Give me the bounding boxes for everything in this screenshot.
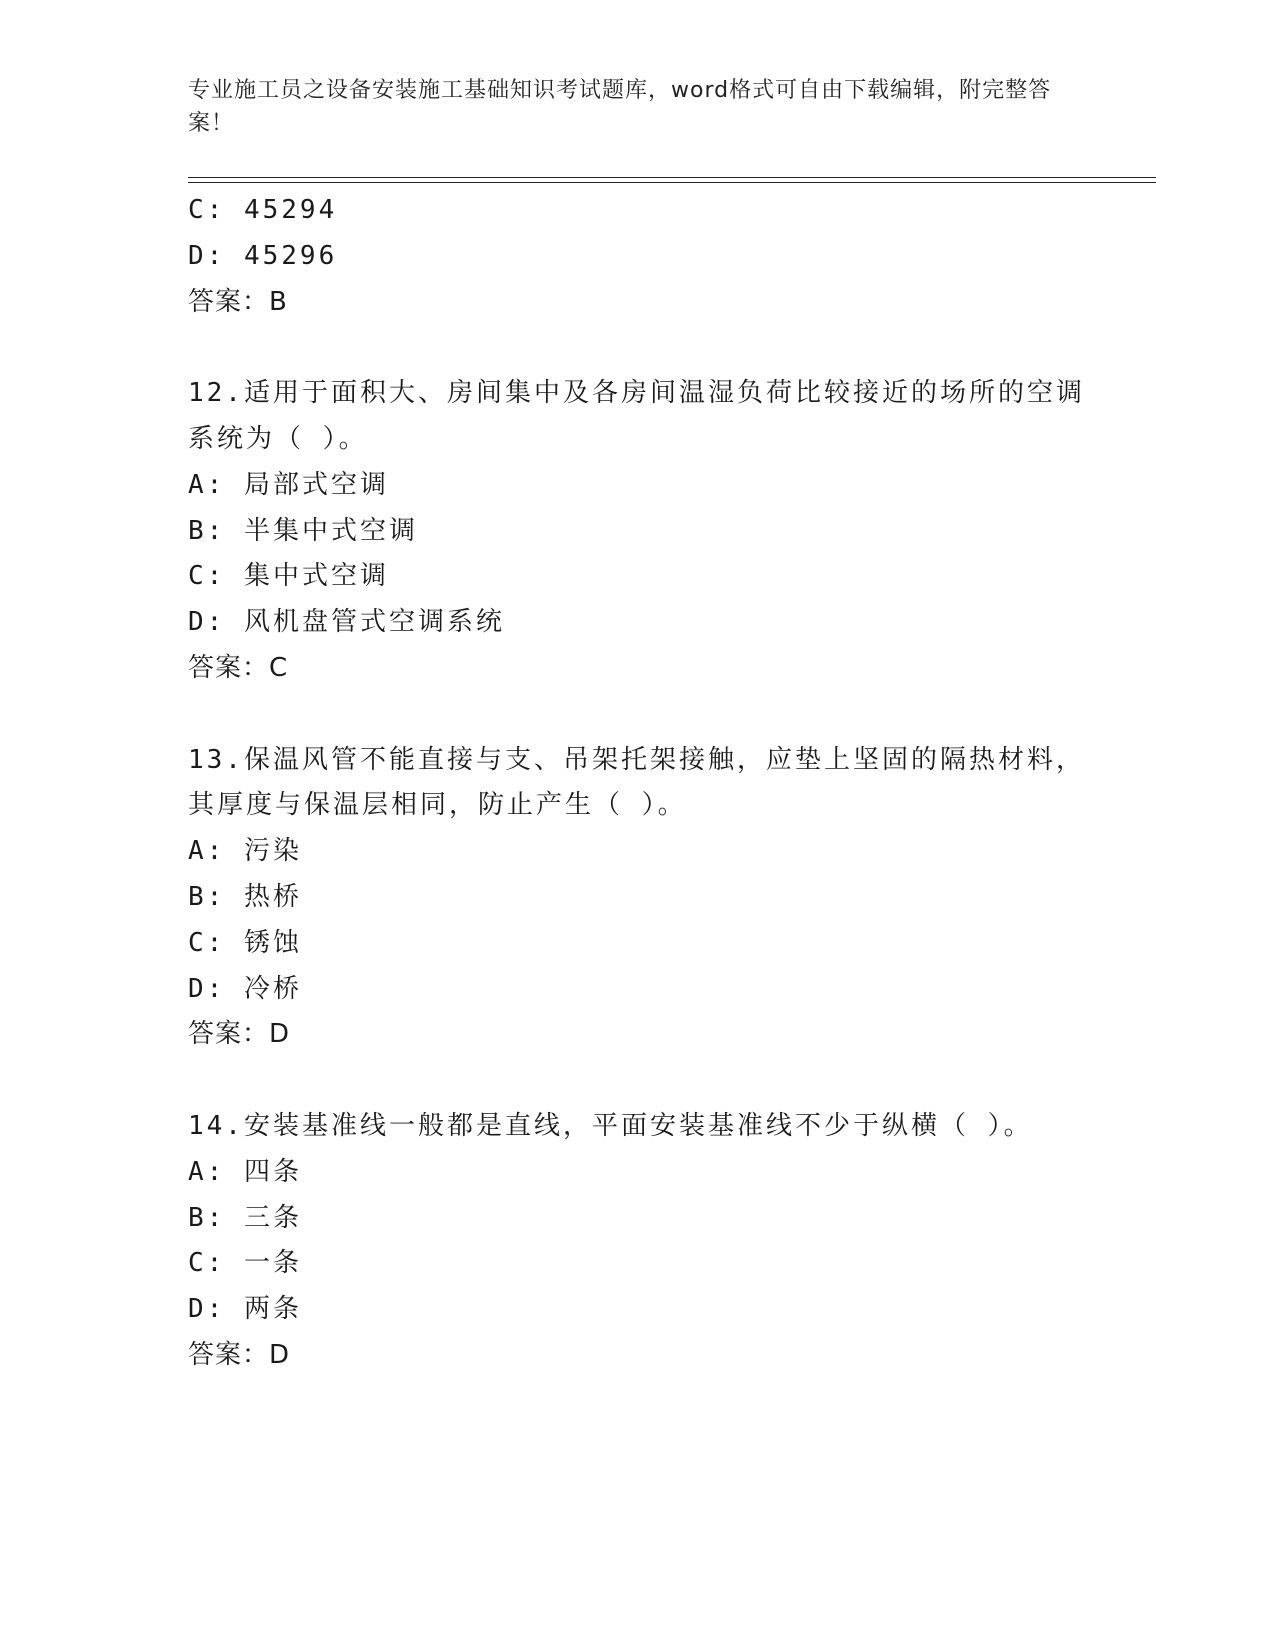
question-stem-line: 系统为（ ）。 — [188, 423, 368, 454]
option-d: D: 45296 — [188, 240, 338, 271]
option-a: A: 污染 — [188, 836, 302, 867]
option-b: B: 热桥 — [188, 881, 302, 912]
option-d: D: 风机盘管式空调系统 — [188, 607, 505, 638]
header-rule-bottom — [188, 182, 1156, 183]
question-12 — [188, 371, 1088, 692]
option-a: A: 局部式空调 — [188, 469, 389, 500]
spacer — [188, 325, 1088, 371]
answer: 答案：B — [188, 286, 288, 317]
question-stem-line: 14.安装基准线一般都是直线，平面安装基准线不少于纵横（ ）。 — [188, 1110, 1033, 1141]
answer: 答案：D — [188, 1019, 291, 1050]
option-a: A: 四条 — [188, 1156, 302, 1187]
option-b: B: 半集中式空调 — [188, 515, 418, 546]
option-c: C: 一条 — [188, 1248, 302, 1279]
answer: 答案：D — [188, 1339, 291, 1370]
question-stem-line: 其厚度与保温层相同，防止产生（ ）。 — [188, 790, 687, 821]
question-content — [188, 188, 1088, 1379]
spacer — [188, 1058, 1088, 1104]
question-13 — [188, 738, 1088, 1059]
question-stem-line: 12.适用于面积大、房间集中及各房间温湿负荷比较接近的场所的空调 — [188, 378, 1085, 409]
option-d: D: 两条 — [188, 1294, 302, 1325]
question-stem-line: 13.保温风管不能直接与支、吊架托架接触，应垫上坚固的隔热材料， — [188, 744, 1085, 775]
answer: 答案：C — [188, 652, 289, 683]
question-11-tail — [188, 188, 1088, 325]
option-c: C: 锈蚀 — [188, 927, 302, 958]
option-c: C: 45294 — [188, 195, 338, 225]
option-b: B: 三条 — [188, 1202, 302, 1233]
header-rule-top — [188, 177, 1156, 178]
option-d: D: 冷桥 — [188, 973, 302, 1004]
option-c: C: 集中式空调 — [188, 561, 389, 592]
page-header: 专业施工员之设备安装施工基础知识考试题库，word格式可自由下载编辑，附完整答案！ — [188, 78, 1052, 136]
spacer — [188, 692, 1088, 738]
question-14 — [188, 1104, 1088, 1379]
